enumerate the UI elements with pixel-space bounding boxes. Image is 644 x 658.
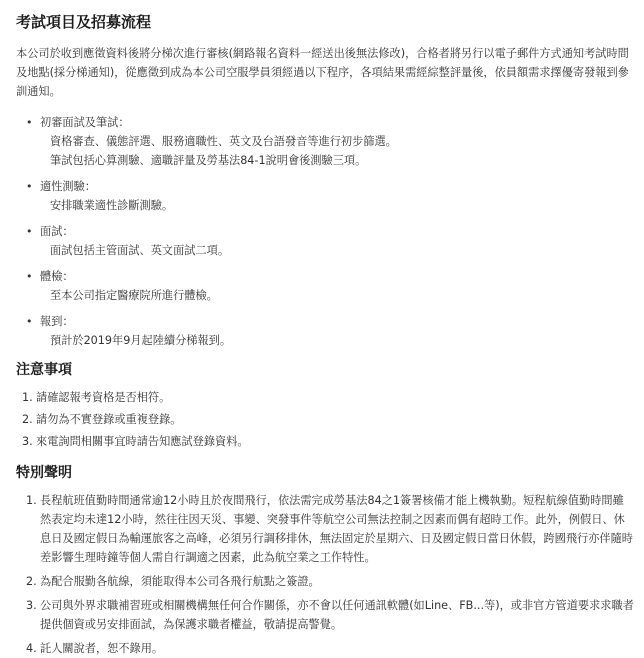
declaration-text: 公司與外界求職補習班或相關機構無任何合作關係，亦不會以任何通訊軟體(如Line、FB...等)，或非官方管道要求求職者提供個資或另安排面試，為保護求職者權益，敬請提高警覺。 [40,599,634,631]
page-title: 考試項目及招募流程 [16,13,152,31]
declaration-text: 長程航班值勤時間通常逾12小時且於夜間飛行，依法需完成勞基法84之1簽署核備才能上機執勤。短程航線值勤時間雖然表定均未達12小時，然往往因天災、事變、突發事件等航空公司無法控制之因素而偶有超時工作。此外，例假日、休息日及國定假日為輸運旅客之高峰，必須另行調移排休，無法固定於星期六、日及國定假日當日休假，跨國飛行亦伴隨時差影響生理時鐘等個人需自行調適之因素，此為航空業之工作特性。 [40,494,633,564]
declaration-item [26,572,634,591]
note-text: 來電詢問相關事宜時請告知應試登錄資料。 [36,435,249,448]
declaration-item [26,639,634,658]
step-detail: 資格審查、儀態評選、服務適職性、英文及台語發音等進行初步篩選。 [50,135,397,148]
note-text: 請確認報考資格是否相符。 [36,391,171,404]
declaration-item [26,596,634,634]
step-label: 體檢： [40,270,74,283]
step-item [26,113,634,170]
step-label: 適性測驗： [40,180,96,193]
note-number: 3. [22,435,33,448]
bullet-icon: • [26,225,33,238]
note-number: 2. [22,413,33,426]
declaration-item [26,491,634,567]
notes-list [16,388,634,451]
step-label: 報到： [40,315,74,328]
declaration-text: 託人關說者，恕不錄用。 [40,642,164,655]
step-item [26,312,634,350]
step-detail: 筆試包括心算測驗、適職評量及勞基法84-1說明會後測驗三項。 [50,154,367,167]
step-detail: 至本公司指定醫療院所進行體檢。 [50,289,218,302]
note-number: 1. [22,391,33,404]
step-detail: 預計於2019年9月起陸續分梯報到。 [50,334,232,347]
bullet-icon: • [26,315,33,328]
notes-heading: 注意事項 [16,362,72,378]
declaration-heading: 特別聲明 [16,465,72,481]
step-item [26,177,634,215]
note-text: 請勿為不實登錄或重複登錄。 [36,413,182,426]
declaration-text: 為配合服勤各航線，須能取得本公司各飛行航點之簽證。 [40,575,320,588]
step-detail: 安排職業適性診斷測驗。 [50,199,174,212]
note-item [22,388,634,407]
declaration-number: 3. [26,599,37,612]
bullet-icon: • [26,180,33,193]
step-detail: 面試包括主管面試、英文面試二項。 [50,244,230,257]
step-item [26,267,634,305]
step-item [26,222,634,260]
recruitment-steps-list [16,113,634,350]
declaration-number: 4. [26,642,37,655]
bullet-icon: • [26,270,33,283]
declaration-number: 1. [26,494,37,507]
note-item [22,410,634,429]
declaration-list [16,491,634,658]
step-label: 面試： [40,225,74,238]
declaration-number: 2. [26,575,37,588]
step-label: 初審面試及筆試： [40,116,130,129]
note-item [22,432,634,451]
bullet-icon: • [26,116,33,129]
intro-paragraph: 本公司於收到應徵資料後將分梯次進行審核(網路報名資料一經送出後無法修改)，合格者將另行以電子郵件方式通知考試時間及地點(採分梯通知)，從應徵到成為本公司空服學員須經過以下程序，各項結果需經綜整評量後，依員額需求擇優寄發報到參訓通知。 [16,47,629,98]
